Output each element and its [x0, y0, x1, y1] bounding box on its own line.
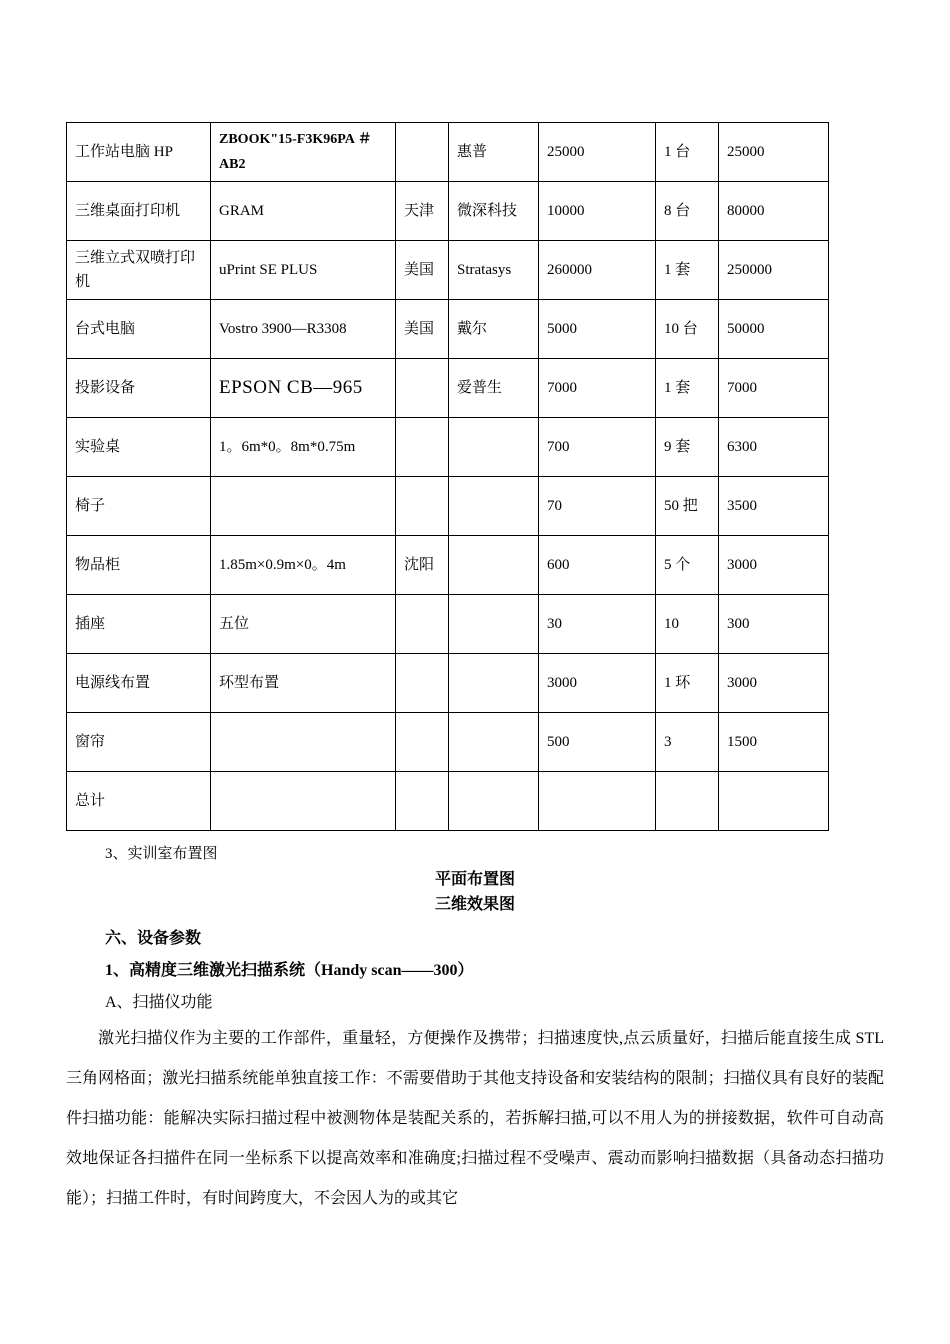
- cell-qty: 3: [656, 713, 719, 772]
- cell-name: 椅子: [67, 477, 211, 536]
- cell-qty: 9 套: [656, 418, 719, 477]
- cell-total: [719, 772, 829, 831]
- cell-qty: [656, 772, 719, 831]
- cell-total: 300: [719, 595, 829, 654]
- equipment-table-body: [67, 123, 829, 831]
- effect-3d-heading: 三维效果图: [434, 896, 515, 914]
- scanner-description-paragraph: 激光扫描仪作为主要的工作部件，重量轻，方便操作及携带；扫描速度快,点云质量好，扫描后能直接生成 STL 三角网格面；激光扫描系统能单独直接工作：不需要借助于其他支持设备和安装结构的限制；扫描仪具有良好的装配件扫描功能：能解决实际扫描过程中被测物体是装配关系的，若拆解扫描,可以不用人为的拼接数据，软件可自动高效地保证各扫描件在同一坐标系下以提高效率和准确度;扫描过程不受噪声、震动而影响扫描数据（具备动态扫描功能）；扫描工件时，有时间跨度大，不会因人为的或其它: [66, 1030, 884, 1208]
- cell-price: 30: [539, 595, 656, 654]
- cell-model: 环型布置: [211, 654, 396, 713]
- cell-maker: [449, 772, 539, 831]
- cell-model: 1.85m×0.9m×0。4m: [211, 536, 396, 595]
- after-table-content: [66, 841, 884, 1219]
- cell-origin: [396, 477, 449, 536]
- table-row: [67, 123, 829, 182]
- cell-origin: [396, 654, 449, 713]
- table-row: [67, 241, 829, 300]
- cell-model: uPrint SE PLUS: [211, 241, 396, 300]
- cell-total: 25000: [719, 123, 829, 182]
- scanner-function-heading: A、扫描仪功能: [105, 994, 213, 1012]
- cell-origin: [396, 123, 449, 182]
- cell-maker: 惠普: [449, 123, 539, 182]
- cell-price: 5000: [539, 300, 656, 359]
- cell-qty: 1 套: [656, 241, 719, 300]
- cell-maker: [449, 595, 539, 654]
- table-row: [67, 536, 829, 595]
- cell-model: EPSON CB—965: [211, 359, 396, 418]
- cell-maker: [449, 418, 539, 477]
- cell-qty: 1 台: [656, 123, 719, 182]
- cell-price: 600: [539, 536, 656, 595]
- table-row: [67, 418, 829, 477]
- cell-model: [211, 713, 396, 772]
- cell-origin: 美国: [396, 300, 449, 359]
- cell-total: 3000: [719, 654, 829, 713]
- plan-layout-heading: 平面布置图: [434, 871, 515, 889]
- cell-qty: 8 台: [656, 182, 719, 241]
- cell-maker: [449, 536, 539, 595]
- table-row: [67, 477, 829, 536]
- cell-price: 3000: [539, 654, 656, 713]
- cell-name: 投影设备: [67, 359, 211, 418]
- cell-price: 500: [539, 713, 656, 772]
- cell-maker: [449, 654, 539, 713]
- cell-origin: 天津: [396, 182, 449, 241]
- equipment-table: [66, 122, 829, 831]
- cell-total: 1500: [719, 713, 829, 772]
- cell-maker: Stratasys: [449, 241, 539, 300]
- cell-maker: [449, 477, 539, 536]
- cell-origin: 沈阳: [396, 536, 449, 595]
- cell-model: Vostro 3900—R3308: [211, 300, 396, 359]
- cell-maker: 爱普生: [449, 359, 539, 418]
- cell-name: 台式电脑: [67, 300, 211, 359]
- cell-name: 三维立式双喷打印机: [67, 241, 211, 300]
- table-row: [67, 359, 829, 418]
- cell-name: 实验桌: [67, 418, 211, 477]
- cell-model: [211, 772, 396, 831]
- cell-name: 插座: [67, 595, 211, 654]
- cell-origin: 美国: [396, 241, 449, 300]
- cell-price: 70: [539, 477, 656, 536]
- cell-price: 700: [539, 418, 656, 477]
- cell-qty: 1 环: [656, 654, 719, 713]
- cell-name: 工作站电脑 HP: [67, 123, 211, 182]
- cell-qty: 10: [656, 595, 719, 654]
- cell-qty: 10 台: [656, 300, 719, 359]
- cell-model: GRAM: [211, 182, 396, 241]
- cell-model: 五位: [211, 595, 396, 654]
- table-row: [67, 300, 829, 359]
- cell-total: 7000: [719, 359, 829, 418]
- cell-price: 7000: [539, 359, 656, 418]
- cell-price: 10000: [539, 182, 656, 241]
- section-6-heading: 六、设备参数: [105, 930, 202, 948]
- cell-price: 25000: [539, 123, 656, 182]
- table-row: [67, 713, 829, 772]
- cell-total: 6300: [719, 418, 829, 477]
- cell-origin: [396, 359, 449, 418]
- cell-name: 总计: [67, 772, 211, 831]
- cell-maker: 微深科技: [449, 182, 539, 241]
- cell-name: 三维桌面打印机: [67, 182, 211, 241]
- cell-total: 80000: [719, 182, 829, 241]
- table-row: [67, 595, 829, 654]
- cell-maker: 戴尔: [449, 300, 539, 359]
- cell-qty: 50 把: [656, 477, 719, 536]
- cell-origin: [396, 595, 449, 654]
- cell-model: 1。6m*0。8m*0.75m: [211, 418, 396, 477]
- cell-price: 260000: [539, 241, 656, 300]
- cell-maker: [449, 713, 539, 772]
- cell-origin: [396, 713, 449, 772]
- cell-model: ZBOOK"15-F3K96PA ＃AB2: [211, 123, 396, 182]
- cell-total: 3000: [719, 536, 829, 595]
- table-row: [67, 772, 829, 831]
- scanner-system-heading: 1、高精度三维激光扫描系统（Handy scan——300）: [105, 962, 474, 980]
- cell-total: 3500: [719, 477, 829, 536]
- cell-price: [539, 772, 656, 831]
- cell-origin: [396, 772, 449, 831]
- cell-qty: 5 个: [656, 536, 719, 595]
- cell-name: 物品柜: [67, 536, 211, 595]
- cell-model: [211, 477, 396, 536]
- cell-name: 窗帘: [67, 713, 211, 772]
- cell-total: 250000: [719, 241, 829, 300]
- cell-origin: [396, 418, 449, 477]
- cell-qty: 1 套: [656, 359, 719, 418]
- cell-name: 电源线布置: [67, 654, 211, 713]
- table-row: [67, 654, 829, 713]
- cell-total: 50000: [719, 300, 829, 359]
- table-row: [67, 182, 829, 241]
- section-3-title: 3、实训室布置图: [105, 846, 218, 863]
